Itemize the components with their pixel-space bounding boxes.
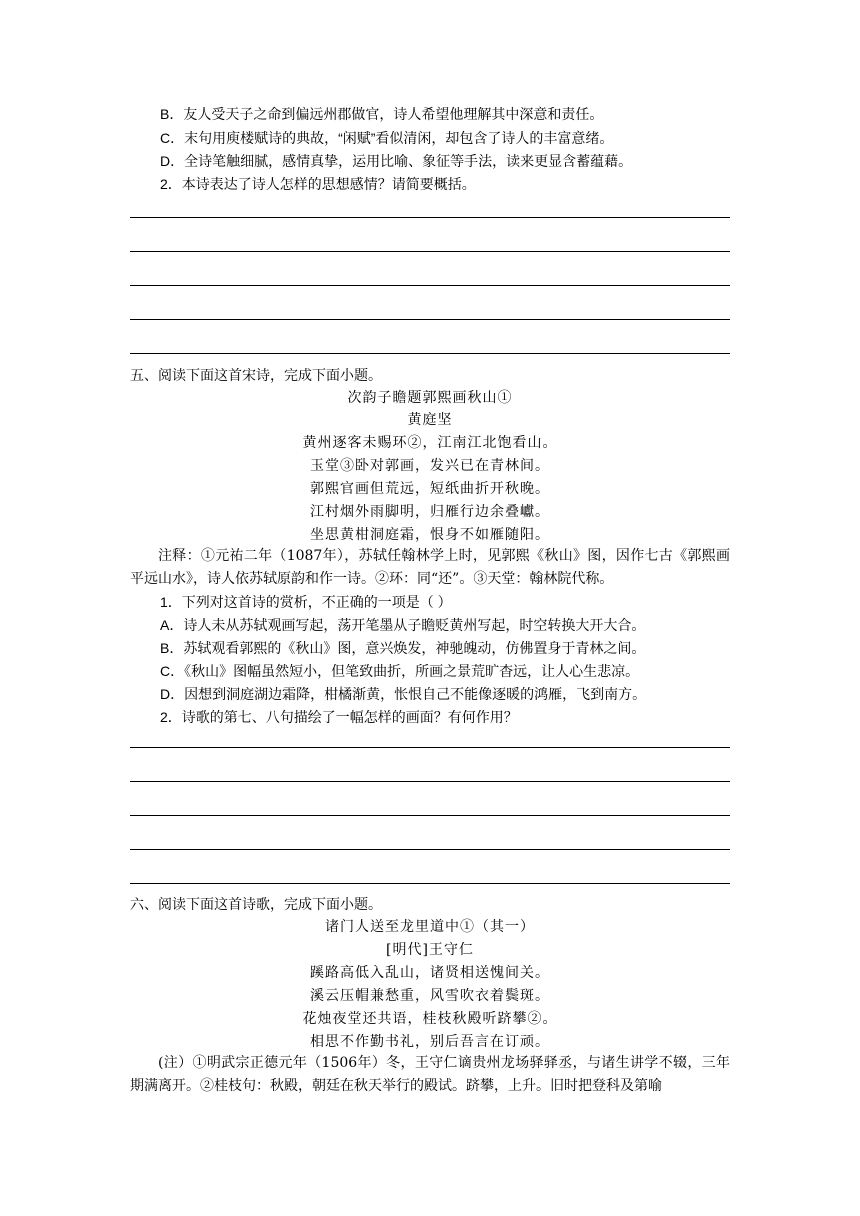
- answer-line: [130, 285, 730, 286]
- answer-line: [130, 353, 730, 354]
- q5-option-b: B．苏轼观看郭熙的《秋山》图，意兴焕发，神驰魄动，仿佛置身于青林之间。: [160, 640, 646, 656]
- poem-line: 相思不作勤书礼，别后吾言在订顽。: [310, 1034, 550, 1050]
- q5-option-d: D．因想到洞庭湖边霜降，柑橘渐黄，怅恨自己不能像逐暖的鸿雁，飞到南方。: [160, 686, 647, 702]
- answer-line: [130, 849, 730, 850]
- section-6-heading: 六、阅读下面这首诗歌，完成下面小题。: [130, 897, 382, 913]
- q5-question-1: 1．下列对这首诗的赏析，不正确的一项是（ ）: [160, 594, 452, 610]
- q4-question-2: 2．本诗表达了诗人怎样的思想感情？请简要概括。: [160, 176, 476, 192]
- answer-line: [130, 815, 730, 816]
- q4-option-b: B．友人受天子之命到偏远州郡做官，诗人希望他理解其中深意和责任。: [160, 106, 604, 122]
- answer-line: [130, 319, 730, 320]
- poem-line: 坐思黄柑洞庭霜，恨身不如雁随阳。: [310, 527, 550, 543]
- poem-notes: 注释：①元祐二年（1087年），苏轼任翰林学上时，见郭熙《秋山》图，因作七古《郭熙画平远山水》，诗人依苏轼原韵和作一诗。②环：同“还”。③天堂：翰林院代称。: [130, 548, 730, 587]
- q4-option-d: D．全诗笔触细腻，感情真挚，运用比喻、象征等手法，读来更显含蓄蕴藉。: [160, 153, 633, 169]
- poem-line: 玉堂③卧对郭画，发兴已在青林间。: [310, 458, 550, 474]
- answer-line: [130, 747, 730, 748]
- poem-author: [明代]王守仁: [386, 942, 474, 958]
- poem-line: 黄州逐客未赐环②，江南江北饱看山。: [302, 435, 558, 451]
- answer-line: [130, 883, 730, 884]
- answer-line: [130, 251, 730, 252]
- q4-option-c: C．末句用庾楼赋诗的典故，“闲赋”看似清闲，却包含了诗人的丰富意绪。: [160, 130, 614, 146]
- poem-line: 花烛夜堂还共语，桂枝秋殿听跻攀②。: [302, 1011, 558, 1027]
- q5-option-c: C．《秋山》图幅虽然短小，但笔致曲折，所画之景荒旷杳远，让人心生悲凉。: [160, 663, 640, 679]
- answer-line: [130, 217, 730, 218]
- poem-notes: (注）①明武宗正德元年（1506年）冬，王守仁谪贵州龙场驿驿丞，与诸生讲学不辍，三年期满离开。②桂枝句：秋殿，朝廷在秋天举行的殿试。跻攀，上升。旧时把登科及第喻: [130, 1055, 730, 1094]
- section-5-heading: 五、阅读下面这首宋诗，完成下面小题。: [130, 368, 382, 384]
- answer-line: [130, 781, 730, 782]
- q5-option-a: A．诗人未从苏轼观画写起，荡开笔墨从子瞻贬黄州写起，时空转换大开大合。: [160, 617, 646, 633]
- poem-author: 黄庭坚: [407, 412, 453, 428]
- poem-line: 江村烟外雨脚明，归雁行边余叠巘。: [310, 504, 550, 520]
- poem-line: 蹊路高低入乱山，诸贤相送愧间关。: [310, 965, 550, 981]
- poem-title: 诸门人送至龙里道中①（其一）: [325, 919, 535, 935]
- poem-line: 溪云压帽兼愁重，风雪吹衣着鬓斑。: [310, 988, 550, 1004]
- poem-title: 次韵子瞻题郭熙画秋山①: [347, 390, 513, 406]
- poem-line: 郭熙官画但荒远，短纸曲折开秋晚。: [310, 481, 550, 497]
- q5-question-2: 2．诗歌的第七、八句描绘了一幅怎样的画面？有何作用？: [160, 709, 518, 725]
